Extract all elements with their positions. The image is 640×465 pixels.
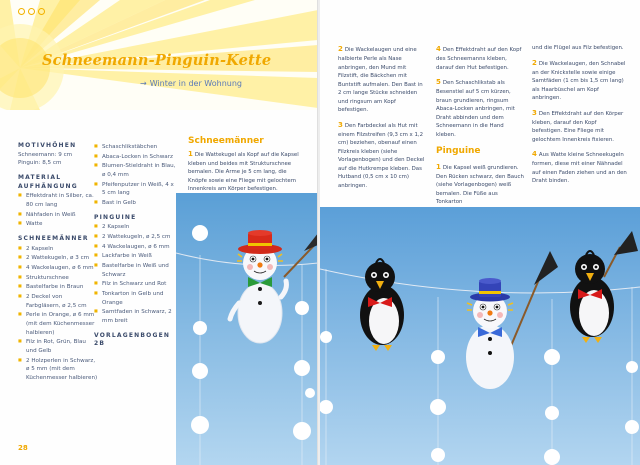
materials-item: ■ Strukturschnee	[18, 274, 98, 283]
photo-snowman-garland-left	[176, 193, 318, 465]
materials-item: ■ 4 Wackelaugen, ø 6 mm	[94, 243, 176, 252]
step-number: 3	[532, 108, 537, 117]
step-number: 1	[436, 162, 441, 171]
text-column-3	[532, 44, 628, 191]
step-number: 4	[532, 150, 537, 159]
step-body: Die Wackelaugen und eine halbierte Perle als Nase anbringen, den Mund mit Filzstift, die Bäckchen mit Buntstift aufmalen. Den Bast in 2 cm lange Stücke schneiden und ringsum am Kopf befestigen.	[338, 47, 423, 114]
materials-item: ■ 2 Wattekugeln, ø 3 cm	[18, 254, 98, 263]
penguin-step-1-text	[436, 162, 524, 207]
materials-column-a	[18, 142, 98, 383]
dot-icon	[28, 8, 35, 15]
step-number: 2	[338, 45, 343, 53]
step-number: 2	[532, 58, 537, 67]
materials-item: ■ 2 Kapseln	[18, 245, 98, 254]
materials-item: ■ Tonkarton in Gelb und Orange	[94, 290, 176, 307]
step-body: Aus Watte kleine Schneekugeln formen, diese mit einer Nähnadel auf einen Faden ziehen und an den Draht binden.	[532, 152, 627, 185]
penguin-step-2-text	[532, 58, 628, 103]
step-number: 3	[338, 120, 343, 129]
subtitle-text: Winter in der Wohnung	[149, 79, 242, 88]
materials-item: ■ Samtfaden in Schwarz, 2 mm breit	[94, 308, 176, 325]
step-body: Die Kapsel weiß grundieren. Den Rücken schwarz, den Bauch (siehe Vorlagenbogen) weiß bemalen. Die Füße aus Tonkarton	[436, 164, 524, 206]
step-number: 1	[188, 150, 193, 158]
materials-item: ■ Bastelfarbe in Weiß und Schwarz	[94, 262, 176, 279]
heading-pinguine: Pinguine	[436, 146, 481, 157]
materials-item: ■ 2 Wattekugeln, ø 2,5 cm	[94, 233, 176, 242]
step-4-text	[436, 44, 524, 72]
materials-heading: MOTIVHÖHEN	[18, 142, 77, 149]
materials-item: ■ Bast in Gelb	[94, 199, 176, 208]
materials-item: ■ 2 Kapseln	[94, 223, 176, 232]
materials-item: ■ Pfeifenputzer in Weiß, 4 x 5 cm lang	[94, 181, 176, 198]
materials-item: ■ Bastelfarbe in Braun	[18, 283, 98, 292]
materials-item: ■ Filz in Schwarz und Rot	[94, 280, 176, 289]
page-subtitle	[140, 79, 242, 88]
materials-heading: VORLAGENBOGEN 2B	[94, 331, 171, 348]
step-body: Den Farbdeckel als Hut mit einem Filzstreifen (9,3 cm x 1,2 cm) beziehen, obenauf einen Filzkreis kleben (siehe Vorlagenbogen) und den Deckel auf die Hutkrempe kleben. Das Hutband (0,5 cm x 10 cm) anbringen.	[338, 122, 425, 189]
materials-item: ■ Nähfaden in Weiß	[18, 211, 98, 220]
step-body: Den Effektdraht auf den Kopf des Schneemanns kleben, darauf den Hut befestigen.	[436, 47, 522, 71]
penguin-step-1-cont: und die Flügel aus Filz befestigen.	[532, 45, 624, 51]
step-3-text	[338, 120, 426, 191]
page-dots	[18, 8, 45, 15]
penguin-step-3-text	[532, 108, 628, 145]
materials-item: ■ 2 Deckel von Farbgläsern, ø 2,5 cm	[18, 293, 98, 310]
page-title: Schneemann-Pinguin-Kette	[42, 52, 272, 69]
step-body: Die Wackelaugen, den Schnabel an der Knickstelle sowie einige Samtfäden (1 cm bis 1,5 cm lang) als Haarbüschel am Kopf anbringen.	[532, 60, 626, 102]
materials-item: ■ Lackfarbe in Weiß	[94, 252, 176, 261]
step-1-text	[188, 149, 306, 193]
materials-heading: SCHNEEMÄNNER	[18, 235, 89, 242]
materials-item: ■ Perle in Orange, ø 6 mm (mit dem Küchenmesser halbieren)	[18, 311, 98, 337]
step-2-text	[338, 44, 426, 115]
materials-item: ■ Blumen-Stieldraht in Blau, ø 0,4 mm	[94, 162, 176, 179]
step-body: Die Wattekugel als Kopf auf die Kapsel kleben und beides mit Strukturschnee bemalen. Die Arme je 5 cm lang, die Knöpfe sowie eine Fliege mit gelochtem Innenkreis am Körper befestigen.	[188, 152, 299, 192]
penguin-step-4-text	[532, 149, 628, 186]
step-number: 4	[436, 45, 441, 53]
dot-icon	[18, 8, 25, 15]
materials-heading: PINGUINE	[94, 213, 137, 221]
photo-penguin-garland-right	[320, 207, 640, 465]
step-body: Den Schaschlikstab als Besenstiel auf 5 cm kürzen, braun grundieren, ringsum Abaca-Locken anbringen, mit Draht abbinden und dem Schneemann in die Hand kleben.	[436, 80, 515, 138]
dot-icon	[38, 8, 45, 15]
step-5-text	[436, 77, 524, 139]
materials-item: Schneemann: 9 cm	[18, 151, 73, 158]
materials-column-b	[94, 142, 176, 349]
left-page	[0, 0, 318, 465]
arrow-right-icon: →	[140, 79, 147, 88]
materials-item: ■ 2 Holzperlen in Schwarz, ø 5 mm (mit dem Küchenmesser halbieren)	[18, 357, 98, 383]
materials-item: ■ Abaca-Locken in Schwarz	[94, 153, 176, 162]
heading-schneemaenner: Schneemänner	[188, 136, 264, 146]
right-page	[320, 0, 640, 465]
materials-item: ■ 4 Wackelaugen, ø 6 mm	[18, 264, 98, 273]
text-column-2	[436, 44, 524, 212]
materials-item: ■ Schaschlikstäbchen	[94, 143, 176, 152]
page-number: 28	[18, 444, 28, 452]
materials-item: ■ Effektdraht in Silber, ca. 80 cm lang	[18, 192, 98, 209]
materials-item: ■ Watte	[18, 220, 98, 229]
materials-item: ■ Filz in Rot, Grün, Blau und Gelb	[18, 338, 98, 355]
materials-item: Pinguin: 8,5 cm	[18, 160, 62, 167]
materials-heading: MATERIAL AUFHÄNGUNG	[18, 174, 78, 190]
step-body: Den Effektdraht auf den Körper kleben, darauf den Kopf befestigen. Eine Fliege mit gelochtem Innenkreis fixieren.	[532, 110, 624, 143]
text-column-1	[338, 44, 426, 196]
step-number: 5	[436, 78, 441, 87]
